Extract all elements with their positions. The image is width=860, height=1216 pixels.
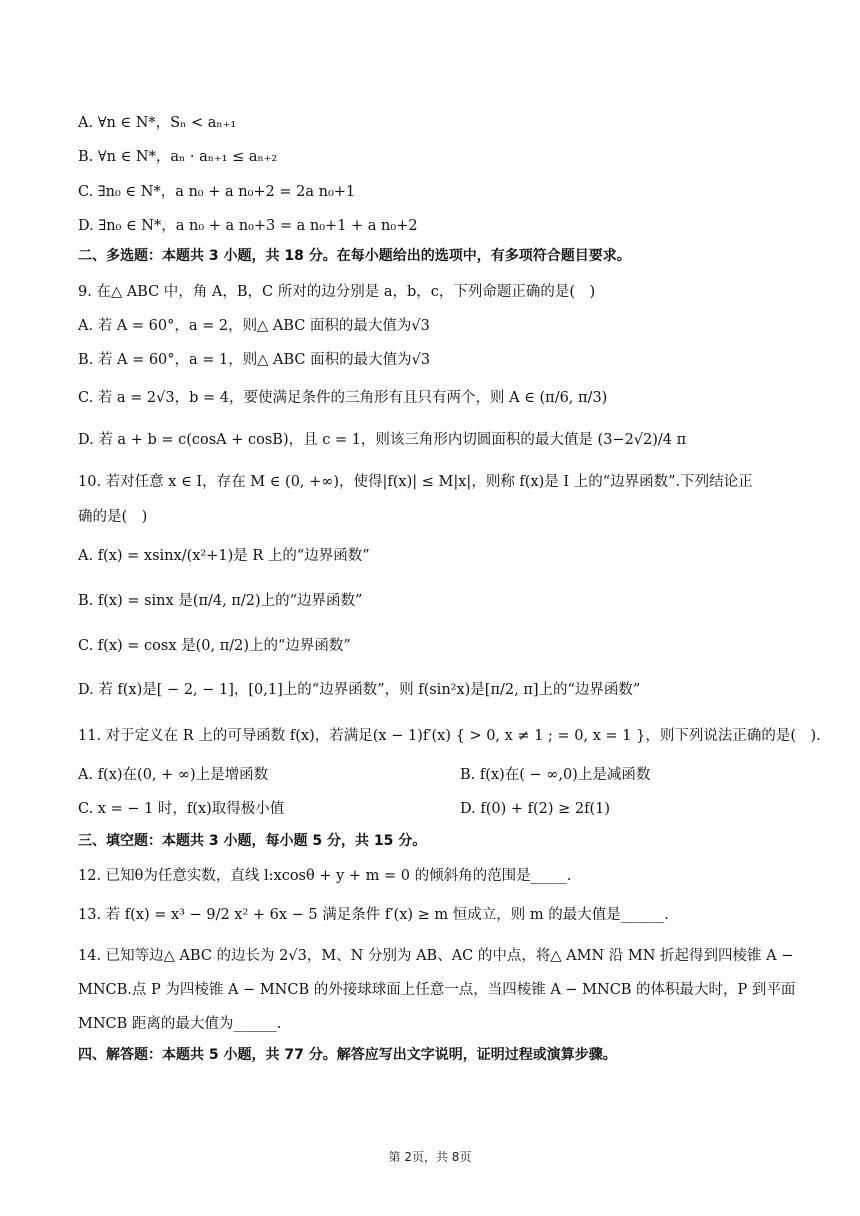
q9-option-d: D. 若 a + b = c(cosA + cosB)，且 c = 1，则该三角形内切圆面积的最大值是 (3−2√2)/4 π: [78, 432, 687, 448]
q14-line3: MNCB 距离的最大值为______.: [78, 1016, 282, 1032]
q10-option-b: B. f(x) = sinx 是(π/4, π/2)上的“边界函数”: [78, 593, 363, 609]
q8-option-d: D. ∃n₀ ∈ N*，a n₀ + a n₀+3 = a n₀+1 + a n₀+2: [78, 218, 418, 234]
section-heading-fill-blank: 三、填空题：本题共 3 小题，每小题 5 分，共 15 分。: [78, 833, 427, 849]
q11-option-a: A. f(x)在(0, + ∞)上是增函数: [78, 767, 269, 783]
q10-option-a: A. f(x) = xsinx/(x²+1)是 R 上的“边界函数”: [78, 548, 370, 564]
q9-option-b: B. 若 A = 60°，a = 1，则△ ABC 面积的最大值为√3: [78, 352, 431, 368]
q11-stem: 11. 对于定义在 R 上的可导函数 f(x)，若满足(x − 1)f′(x) { > 0, x ≠ 1 ; = 0, x = 1 }，则下列说法正确的是( ).: [78, 728, 821, 744]
page-footer: 第 2页，共 8页: [388, 1150, 472, 1164]
section-heading-answer: 四、解答题：本题共 5 小题，共 77 分。解答应写出文字说明，证明过程或演算步骤。: [78, 1047, 617, 1063]
q14-line2: MNCB.点 P 为四棱锥 A − MNCB 的外接球球面上任意一点，当四棱锥 A − MNCB 的体积最大时，P 到平面: [78, 982, 796, 998]
q8-option-b: B. ∀n ∈ N*，aₙ · aₙ₊₁ ≤ aₙ₊₂: [78, 149, 278, 165]
q8-option-a: A. ∀n ∈ N*，Sₙ < aₙ₊₁: [78, 115, 237, 131]
q8-option-c: C. ∃n₀ ∈ N*，a n₀ + a n₀+2 = 2a n₀+1: [78, 184, 356, 200]
q10-stem-line2: 确的是( ): [78, 509, 148, 525]
q11-option-a-row: [78, 765, 798, 785]
q14-line1: 14. 已知等边△ ABC 的边长为 2√3，M、N 分别为 AB、AC 的中点，将△ AMN 沿 MN 折起得到四棱锥 A −: [78, 948, 794, 964]
q12-text: 12. 已知θ为任意实数，直线 l:xcosθ + y + m = 0 的倾斜角的范围是_____.: [78, 868, 572, 884]
q9-option-c: C. 若 a = 2√3，b = 4，要使满足条件的三角形有且只有两个，则 A ∈ (π/6, π/3): [78, 390, 608, 406]
q10-stem-line1: 10. 若对任意 x ∈ I，存在 M ∈ (0, +∞)，使得|f(x)| ≤ M|x|，则称 f(x)是 I 上的“边界函数”.下列结论正: [78, 474, 753, 490]
q9-option-a: A. 若 A = 60°，a = 2，则△ ABC 面积的最大值为√3: [78, 318, 430, 334]
q10-option-c: C. f(x) = cosx 是(0, π/2)上的“边界函数”: [78, 638, 351, 654]
q10-option-d: D. 若 f(x)是[ − 2, − 1]，[0,1]上的“边界函数”，则 f(sin²x)是[π/2, π]上的“边界函数”: [78, 682, 641, 698]
q11-option-c-row: [78, 799, 798, 819]
q9-stem: 9. 在△ ABC 中，角 A，B，C 所对的边分别是 a，b，c，下列命题正确的是( ): [78, 284, 596, 300]
q13-text: 13. 若 f(x) = x³ − 9/2 x² + 6x − 5 满足条件 f′(x) ≥ m 恒成立，则 m 的最大值是______.: [78, 907, 669, 923]
section-heading-multiple-choice: 二、多选题：本题共 3 小题，共 18 分。在每小题给出的选项中，有多项符合题目要求。: [78, 248, 631, 264]
q11-option-b: B. f(x)在( − ∞,0)上是减函数: [460, 767, 651, 783]
q11-option-c: C. x = − 1 时，f(x)取得极小值: [78, 801, 285, 817]
q11-option-d: D. f(0) + f(2) ≥ 2f(1): [460, 801, 611, 817]
